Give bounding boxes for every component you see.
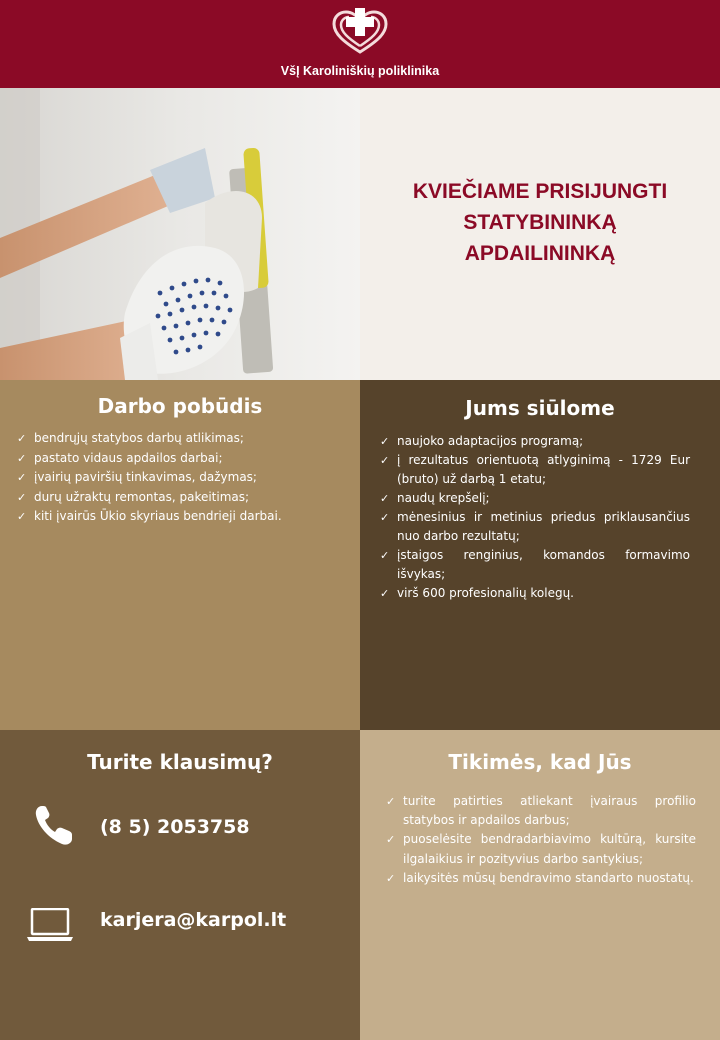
list-item: ✓ naudų krepšelį;: [380, 489, 690, 508]
offer-list: [380, 432, 690, 603]
plastering-hands-photo: [0, 88, 360, 380]
phone-number[interactable]: (8 5) 2053758: [100, 816, 250, 838]
list-item: ✓ durų užraktų remontas, pakeitimas;: [17, 488, 347, 508]
offer-heading: Jums siūlome: [465, 396, 615, 420]
list-item: ✓ laikysitės mūsų bendravimo standarto nuostatų.: [386, 869, 696, 888]
organization-name: VšĮ Karoliniškių poliklinika: [280, 64, 440, 78]
list-item: ✓ įstaigos renginius, komandos formavimo išvykas;: [380, 546, 690, 584]
contact-heading: Turite klausimų?: [87, 750, 273, 774]
job-description-heading: Darbo pobūdis: [97, 394, 263, 418]
list-item: ✓ turite patirties atliekant įvairaus profilio statybos ir apdailos darbus;: [386, 792, 696, 830]
title-panel: [360, 88, 720, 380]
email-row: [0, 900, 360, 950]
cross-heart-logo-icon: [330, 6, 390, 56]
list-item: ✓ į rezultatus orientuotą atlyginimą - 1729 Eur (bruto) už darbą 1 etatu;: [380, 451, 690, 489]
job-description-list: [17, 429, 347, 527]
offer-panel: [360, 380, 720, 730]
invitation-title: [360, 176, 720, 269]
expectations-list: [386, 792, 696, 888]
contact-panel: [0, 730, 360, 1040]
job-description-panel: [0, 380, 360, 730]
list-item: ✓ naujoko adaptacijos programą;: [380, 432, 690, 451]
list-item: ✓ kiti įvairūs Ūkio skyriaus bendrieji darbai.: [17, 507, 347, 527]
title-line: APDAILININKĄ: [464, 242, 616, 265]
list-item: ✓ mėnesinius ir metinius priedus priklausančius nuo darbo rezultatų;: [380, 508, 690, 546]
expectations-panel: [360, 730, 720, 1040]
list-item: ✓ įvairių paviršių tinkavimas, dažymas;: [17, 468, 347, 488]
phone-icon: [34, 804, 74, 846]
laptop-icon: [26, 908, 74, 942]
phone-row: [0, 800, 360, 850]
list-item: ✓ virš 600 profesionalių kolegų.: [380, 584, 690, 603]
title-line: KVIEČIAME PRISIJUNGTI: [412, 180, 668, 203]
header-banner: [0, 0, 720, 88]
email-address[interactable]: karjera@karpol.lt: [100, 909, 287, 931]
list-item: ✓ puoselėsite bendradarbiavimo kultūrą, kursite ilgalaikius ir pozityvius darbo santykius;: [386, 830, 696, 868]
list-item: ✓ pastato vidaus apdailos darbai;: [17, 449, 347, 469]
title-line: STATYBININKĄ: [463, 211, 617, 234]
expectations-heading: Tikimės, kad Jūs: [448, 750, 632, 774]
list-item: ✓ bendrųjų statybos darbų atlikimas;: [17, 429, 347, 449]
